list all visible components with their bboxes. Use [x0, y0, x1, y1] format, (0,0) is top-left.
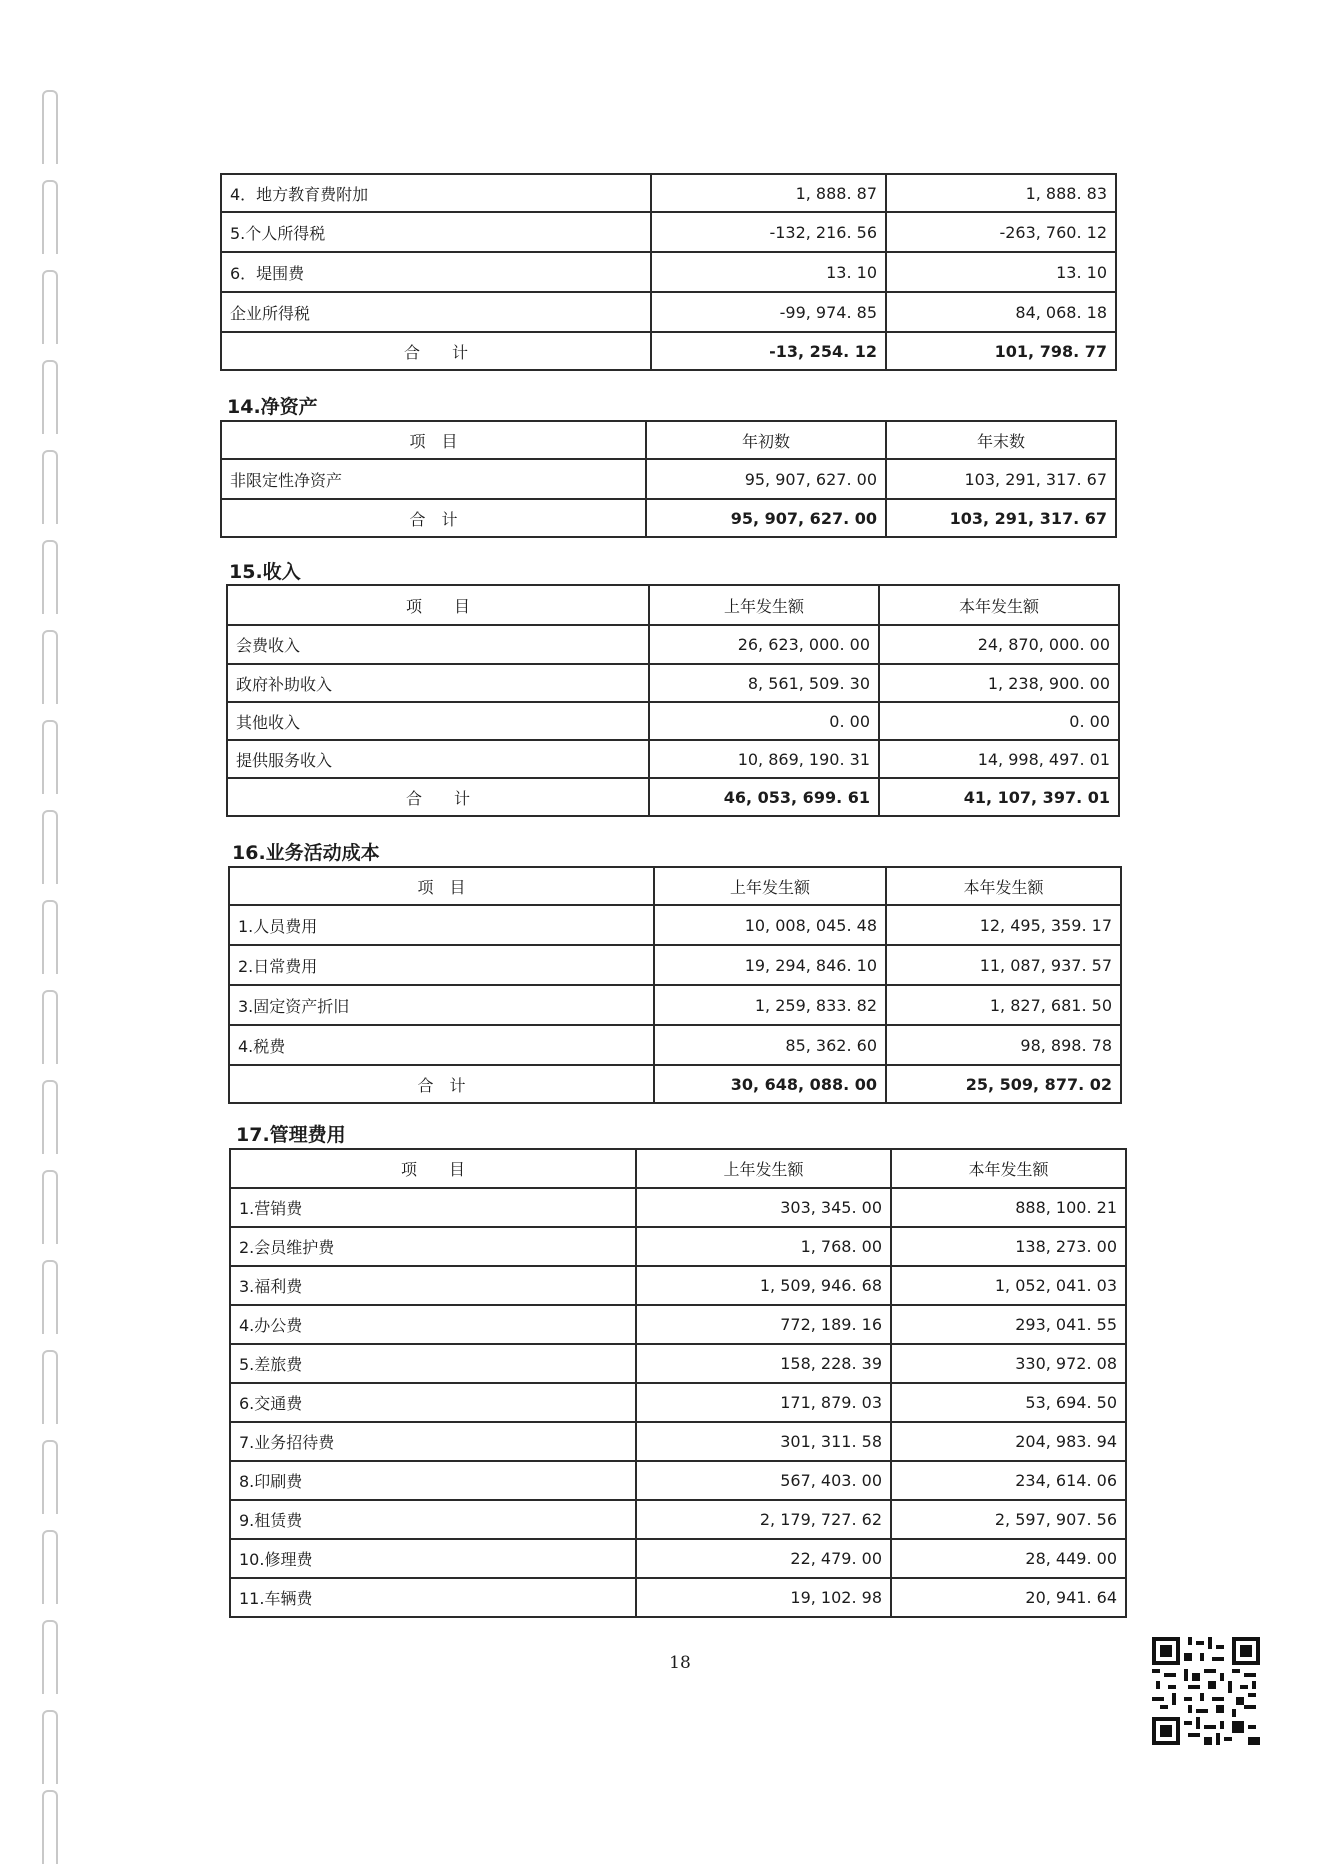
total-label: 合 计 — [227, 778, 649, 816]
row-col2: 138, 273. 00 — [891, 1227, 1126, 1266]
row-item: 8.印刷费 — [230, 1461, 636, 1500]
row-col1: 13. 10 — [651, 252, 886, 292]
header-row — [221, 421, 1116, 459]
total-row — [221, 332, 1116, 370]
header-item: 项 目 — [227, 585, 649, 625]
table-row — [221, 212, 1116, 252]
total-col2: 25, 509, 877. 02 — [886, 1065, 1121, 1103]
header-col1: 上年发生额 — [649, 585, 879, 625]
admin-expenses-table — [229, 1148, 1127, 1618]
table-row — [221, 292, 1116, 332]
table-row — [227, 740, 1119, 778]
header-col1: 年初数 — [646, 421, 886, 459]
row-col1: 19, 294, 846. 10 — [654, 945, 886, 985]
row-col2: 11, 087, 937. 57 — [886, 945, 1121, 985]
activity-cost-heading: 16.业务活动成本 — [232, 842, 380, 864]
row-col1: 0. 00 — [649, 702, 879, 740]
row-item: 提供服务收入 — [227, 740, 649, 778]
row-item: 4.税费 — [229, 1025, 654, 1065]
header-col1: 上年发生额 — [654, 867, 886, 905]
table-row — [221, 252, 1116, 292]
row-col2: 2, 597, 907. 56 — [891, 1500, 1126, 1539]
row-col1: 171, 879. 03 — [636, 1383, 891, 1422]
total-row — [227, 778, 1119, 816]
punch-hole — [42, 720, 58, 794]
row-item: 10.修理费 — [230, 1539, 636, 1578]
total-label: 合 计 — [229, 1065, 654, 1103]
punch-hole — [42, 1710, 58, 1784]
row-col1: 1, 509, 946. 68 — [636, 1266, 891, 1305]
row-item: 6．堤围费 — [221, 252, 651, 292]
row-item: 9.租赁费 — [230, 1500, 636, 1539]
total-col2: 103, 291, 317. 67 — [886, 499, 1116, 537]
table-row — [227, 625, 1119, 664]
row-item: 7.业务招待费 — [230, 1422, 636, 1461]
punch-hole — [42, 1620, 58, 1694]
header-item: 项 目 — [221, 421, 646, 459]
header-col2: 本年发生额 — [886, 867, 1121, 905]
total-col2: 101, 798. 77 — [886, 332, 1116, 370]
row-col1: 1, 768. 00 — [636, 1227, 891, 1266]
header-col1: 上年发生额 — [636, 1149, 891, 1188]
revenue-table-block — [226, 584, 1120, 817]
table-row — [221, 459, 1116, 499]
table-row — [230, 1266, 1126, 1305]
row-item: 2.日常费用 — [229, 945, 654, 985]
row-item: 4.办公费 — [230, 1305, 636, 1344]
row-col2: 1, 052, 041. 03 — [891, 1266, 1126, 1305]
row-col2: 24, 870, 000. 00 — [879, 625, 1119, 664]
total-col1: 95, 907, 627. 00 — [646, 499, 886, 537]
row-col1: 95, 907, 627. 00 — [646, 459, 886, 499]
header-row — [227, 585, 1119, 625]
row-col2: 234, 614. 06 — [891, 1461, 1126, 1500]
row-col1: 1, 888. 87 — [651, 174, 886, 212]
punch-hole — [42, 990, 58, 1064]
total-label: 合 计 — [221, 332, 651, 370]
punch-hole — [42, 90, 58, 164]
table-row — [229, 945, 1121, 985]
row-item: 2.会员维护费 — [230, 1227, 636, 1266]
activity-cost-table — [228, 866, 1122, 1104]
table-row — [230, 1188, 1126, 1227]
row-col1: 22, 479. 00 — [636, 1539, 891, 1578]
punch-hole — [42, 1530, 58, 1604]
binding-holes — [0, 0, 90, 1870]
punch-hole — [42, 1260, 58, 1334]
table-row — [221, 174, 1116, 212]
row-col1: 2, 179, 727. 62 — [636, 1500, 891, 1539]
punch-hole — [42, 630, 58, 704]
row-col1: 8, 561, 509. 30 — [649, 664, 879, 702]
row-col1: 10, 008, 045. 48 — [654, 905, 886, 945]
row-col1: 1, 259, 833. 82 — [654, 985, 886, 1025]
header-item: 项 目 — [230, 1149, 636, 1188]
row-col2: 1, 238, 900. 00 — [879, 664, 1119, 702]
table-row — [229, 985, 1121, 1025]
punch-hole — [42, 1350, 58, 1424]
total-col2: 41, 107, 397. 01 — [879, 778, 1119, 816]
revenue-heading: 15.收入 — [229, 561, 301, 583]
table-row — [230, 1422, 1126, 1461]
revenue-table — [226, 584, 1120, 817]
row-col2: 84, 068. 18 — [886, 292, 1116, 332]
table-row — [230, 1500, 1126, 1539]
taxes-table — [220, 173, 1117, 371]
table-row — [229, 905, 1121, 945]
qr-code-icon — [1152, 1637, 1260, 1745]
header-col2: 本年发生额 — [891, 1149, 1126, 1188]
row-col2: 1, 827, 681. 50 — [886, 985, 1121, 1025]
punch-hole — [42, 540, 58, 614]
admin-expenses-table-block — [229, 1148, 1127, 1618]
row-col2: 13. 10 — [886, 252, 1116, 292]
header-row — [229, 867, 1121, 905]
row-col1: 772, 189. 16 — [636, 1305, 891, 1344]
header-item: 项 目 — [229, 867, 654, 905]
total-col1: 30, 648, 088. 00 — [654, 1065, 886, 1103]
row-col2: 103, 291, 317. 67 — [886, 459, 1116, 499]
header-col2: 年末数 — [886, 421, 1116, 459]
table-row — [230, 1461, 1126, 1500]
total-col1: 46, 053, 699. 61 — [649, 778, 879, 816]
row-item: 企业所得税 — [221, 292, 651, 332]
row-col1: 26, 623, 000. 00 — [649, 625, 879, 664]
activity-cost-table-block — [228, 866, 1122, 1104]
row-col2: 204, 983. 94 — [891, 1422, 1126, 1461]
row-item: 6.交通费 — [230, 1383, 636, 1422]
punch-hole — [42, 270, 58, 344]
row-item: 其他收入 — [227, 702, 649, 740]
table-row — [230, 1344, 1126, 1383]
row-item: 政府补助收入 — [227, 664, 649, 702]
table-row — [230, 1578, 1126, 1617]
row-col1: 301, 311. 58 — [636, 1422, 891, 1461]
total-col1: -13, 254. 12 — [651, 332, 886, 370]
row-col2: 888, 100. 21 — [891, 1188, 1126, 1227]
punch-hole — [42, 450, 58, 524]
row-item: 4．地方教育费附加 — [221, 174, 651, 212]
total-row — [221, 499, 1116, 537]
table-row — [230, 1227, 1126, 1266]
punch-hole — [42, 360, 58, 434]
row-item: 3.福利费 — [230, 1266, 636, 1305]
row-col1: 303, 345. 00 — [636, 1188, 891, 1227]
table-row — [227, 702, 1119, 740]
row-col2: 28, 449. 00 — [891, 1539, 1126, 1578]
row-col2: 1, 888. 83 — [886, 174, 1116, 212]
admin-expenses-heading: 17.管理费用 — [236, 1124, 346, 1146]
table-row — [230, 1305, 1126, 1344]
punch-hole — [42, 900, 58, 974]
row-col1: 85, 362. 60 — [654, 1025, 886, 1065]
punch-hole — [42, 1790, 58, 1864]
row-col1: 158, 228. 39 — [636, 1344, 891, 1383]
row-item: 1.人员费用 — [229, 905, 654, 945]
row-col1: -99, 974. 85 — [651, 292, 886, 332]
row-col2: 12, 495, 359. 17 — [886, 905, 1121, 945]
punch-hole — [42, 1170, 58, 1244]
row-col2: 14, 998, 497. 01 — [879, 740, 1119, 778]
row-col1: 10, 869, 190. 31 — [649, 740, 879, 778]
net-assets-table — [220, 420, 1117, 538]
punch-hole — [42, 1080, 58, 1154]
punch-hole — [42, 180, 58, 254]
row-item: 3.固定资产折旧 — [229, 985, 654, 1025]
row-col1: -132, 216. 56 — [651, 212, 886, 252]
row-col2: 293, 041. 55 — [891, 1305, 1126, 1344]
row-col2: -263, 760. 12 — [886, 212, 1116, 252]
table-row — [229, 1025, 1121, 1065]
table-row — [230, 1383, 1126, 1422]
table-row — [227, 664, 1119, 702]
header-col2: 本年发生额 — [879, 585, 1119, 625]
row-col2: 0. 00 — [879, 702, 1119, 740]
punch-hole — [42, 810, 58, 884]
punch-hole — [42, 1440, 58, 1514]
row-item: 会费收入 — [227, 625, 649, 664]
row-col1: 567, 403. 00 — [636, 1461, 891, 1500]
net-assets-heading: 14.净资产 — [227, 396, 318, 418]
total-row — [229, 1065, 1121, 1103]
row-col1: 19, 102. 98 — [636, 1578, 891, 1617]
row-col2: 330, 972. 08 — [891, 1344, 1126, 1383]
net-assets-table-block — [220, 420, 1117, 538]
row-item: 5.个人所得税 — [221, 212, 651, 252]
row-item: 5.差旅费 — [230, 1344, 636, 1383]
header-row — [230, 1149, 1126, 1188]
taxes-table-block — [220, 173, 1117, 371]
row-item: 1.营销费 — [230, 1188, 636, 1227]
total-label: 合 计 — [221, 499, 646, 537]
page-number: 18 — [669, 1653, 691, 1673]
row-col2: 53, 694. 50 — [891, 1383, 1126, 1422]
row-item: 11.车辆费 — [230, 1578, 636, 1617]
table-row — [230, 1539, 1126, 1578]
row-item: 非限定性净资产 — [221, 459, 646, 499]
row-col2: 20, 941. 64 — [891, 1578, 1126, 1617]
row-col2: 98, 898. 78 — [886, 1025, 1121, 1065]
